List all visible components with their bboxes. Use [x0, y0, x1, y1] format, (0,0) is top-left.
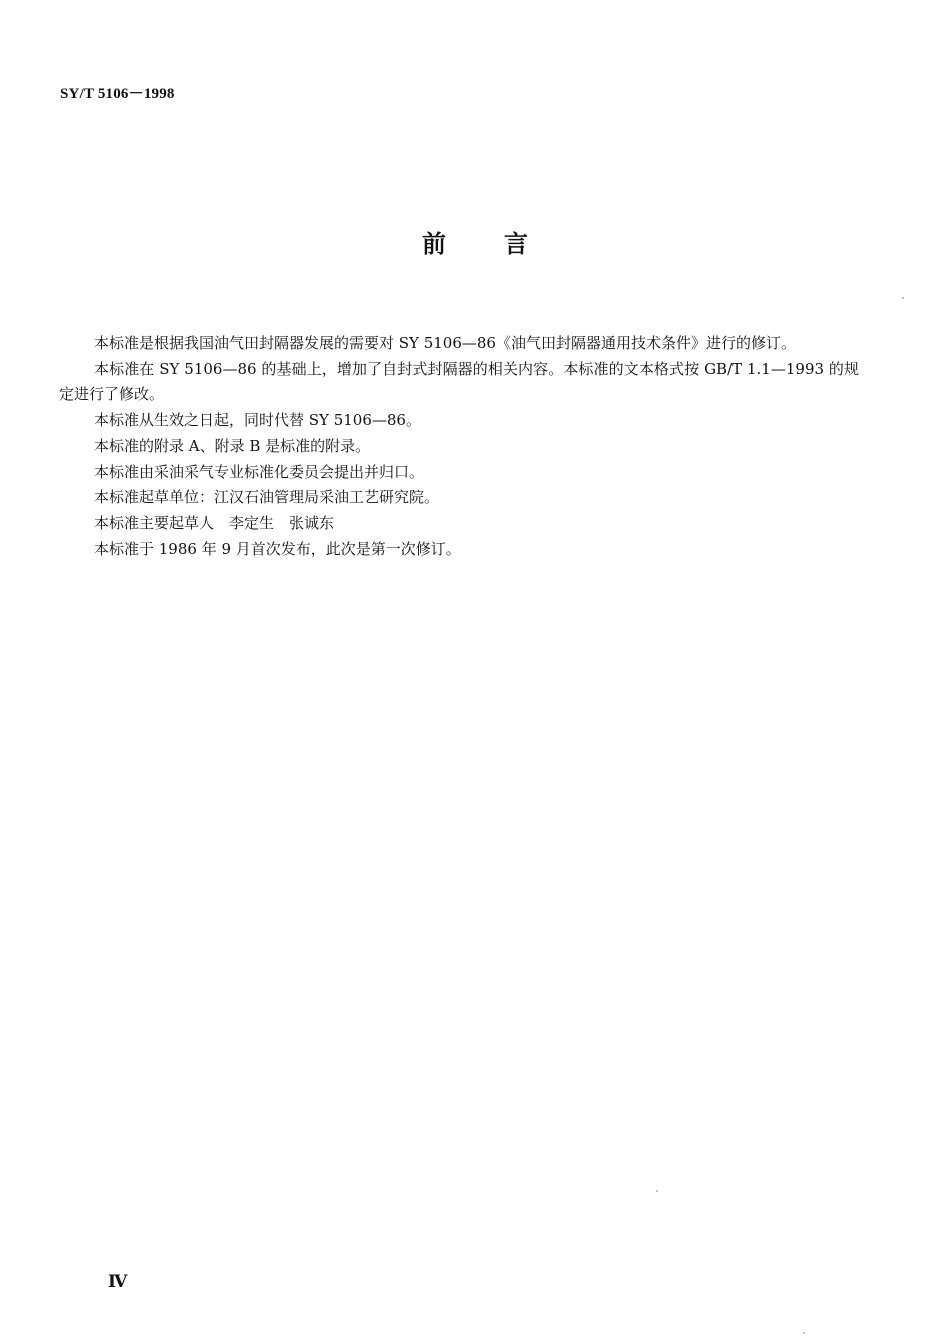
paragraph-proposer: 本标准由采油采气专业标准化委员会提出并归口。 — [94, 462, 425, 481]
standard-code: SY/T 5106－1998 — [60, 86, 175, 102]
title-char-1: 前 — [422, 230, 446, 258]
paragraph-basis: 本标准是根据我国油气田封隔器发展的需要对 SY 5106—86《油气田封隔器通用技术条件》进行的修订。 — [94, 334, 796, 352]
paragraph-additions: 本标准在 SY 5106—86 的基础上，增加了自封式封隔器的相关内容。本标准的文本格式按 GB/T 1.1—1993 的规定进行了修改。 — [59, 359, 859, 404]
scan-speck — [902, 297, 904, 299]
title-char-2: 言 — [504, 230, 528, 258]
paragraph-drafters: 本标准主要起草人 李定生 张诚东 — [94, 513, 335, 532]
foreword-body — [59, 331, 859, 562]
paragraph-replacement: 本标准从生效之日起，同时代替 SY 5106—86。 — [94, 411, 421, 430]
page-number: Ⅳ — [108, 1272, 128, 1291]
page-title — [0, 224, 950, 259]
scan-speck — [656, 1190, 658, 1192]
paragraph-history: 本标准于 1986 年 9 月首次发布，此次是第一次修订。 — [94, 539, 461, 558]
paragraph-drafting-unit: 本标准起草单位：江汉石油管理局采油工艺研究院。 — [94, 488, 440, 507]
paragraph-appendices: 本标准的附录 A、附录 B 是标准的附录。 — [94, 436, 371, 455]
scan-speck — [803, 1332, 805, 1334]
